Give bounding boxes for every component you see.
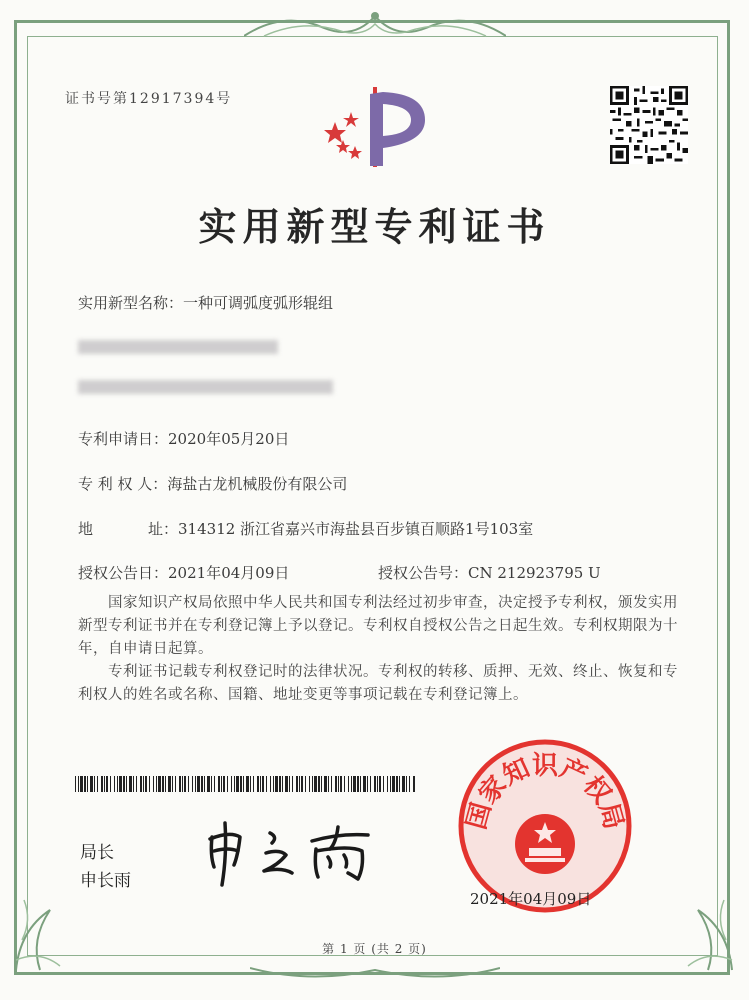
utility-model-name-label: 实用新型名称： <box>78 294 184 312</box>
bottom-left-ornament <box>10 870 80 980</box>
barcode-icon <box>75 776 415 792</box>
certificate-number: 证书号第12917394号 <box>65 91 233 107</box>
grant-date-row <box>78 562 289 583</box>
seal-date: 2021年04月09日 <box>470 890 592 908</box>
signatory-name: 申长雨 <box>80 871 131 891</box>
patentee-row <box>78 473 347 494</box>
address-value: 314312 浙江省嘉兴市海盐县百步镇百顺路1号103室 <box>178 520 534 538</box>
filing-date-value: 2020年05月20日 <box>168 430 290 448</box>
seal-text: 国家知识产权局 <box>461 751 629 833</box>
utility-model-name-value: 一种可调弧度弧形辊组 <box>183 294 334 312</box>
redacted-inventor-row <box>78 340 278 354</box>
bottom-ornament <box>250 962 500 984</box>
utility-model-name-row <box>78 292 333 313</box>
patentee-value: 海盐古龙机械股份有限公司 <box>167 475 348 493</box>
qr-code-icon <box>610 86 688 164</box>
grant-statement-paragraph: 国家知识产权局依照中华人民共和国专利法经过初步审查，决定授予专利权，颁发实用新型专利证书并在专利登记簿上予以登记。专利权自授权公告之日起生效。专利权期限为十年，自申请日起算。 <box>78 595 678 657</box>
bottom-right-ornament <box>668 870 738 980</box>
grant-number-label: 授权公告号： <box>378 564 469 582</box>
legal-status-paragraph: 专利证书记载专利权登记时的法律状况。专利权的转移、质押、无效、终止、恢复和专利权人的姓名或名称、国籍、地址变更等事项记载在专利登记簿上。 <box>78 664 678 703</box>
address-label-right: 址： <box>148 520 179 538</box>
grant-date-label: 授权公告日： <box>78 564 169 582</box>
top-ornament <box>244 6 506 40</box>
handwritten-signature-icon <box>200 815 390 890</box>
grant-number-row <box>378 562 601 583</box>
certificate-title: 实用新型专利证书 <box>198 204 551 249</box>
filing-date-label: 专利申请日： <box>78 430 169 448</box>
signatory-title: 局长 <box>80 843 114 863</box>
grant-number-value: CN 212923795 U <box>468 564 601 582</box>
address-row <box>78 518 533 539</box>
redacted-patent-number-row <box>78 380 333 394</box>
page-footer: 第 1 页 (共 2 页) <box>322 942 427 956</box>
patentee-label: 专 利 权 人： <box>78 475 168 493</box>
grant-date-value: 2021年04月09日 <box>168 564 290 582</box>
patent-office-emblem-icon <box>315 82 440 172</box>
address-label-left: 地 <box>78 520 94 538</box>
filing-date-row <box>78 428 289 449</box>
